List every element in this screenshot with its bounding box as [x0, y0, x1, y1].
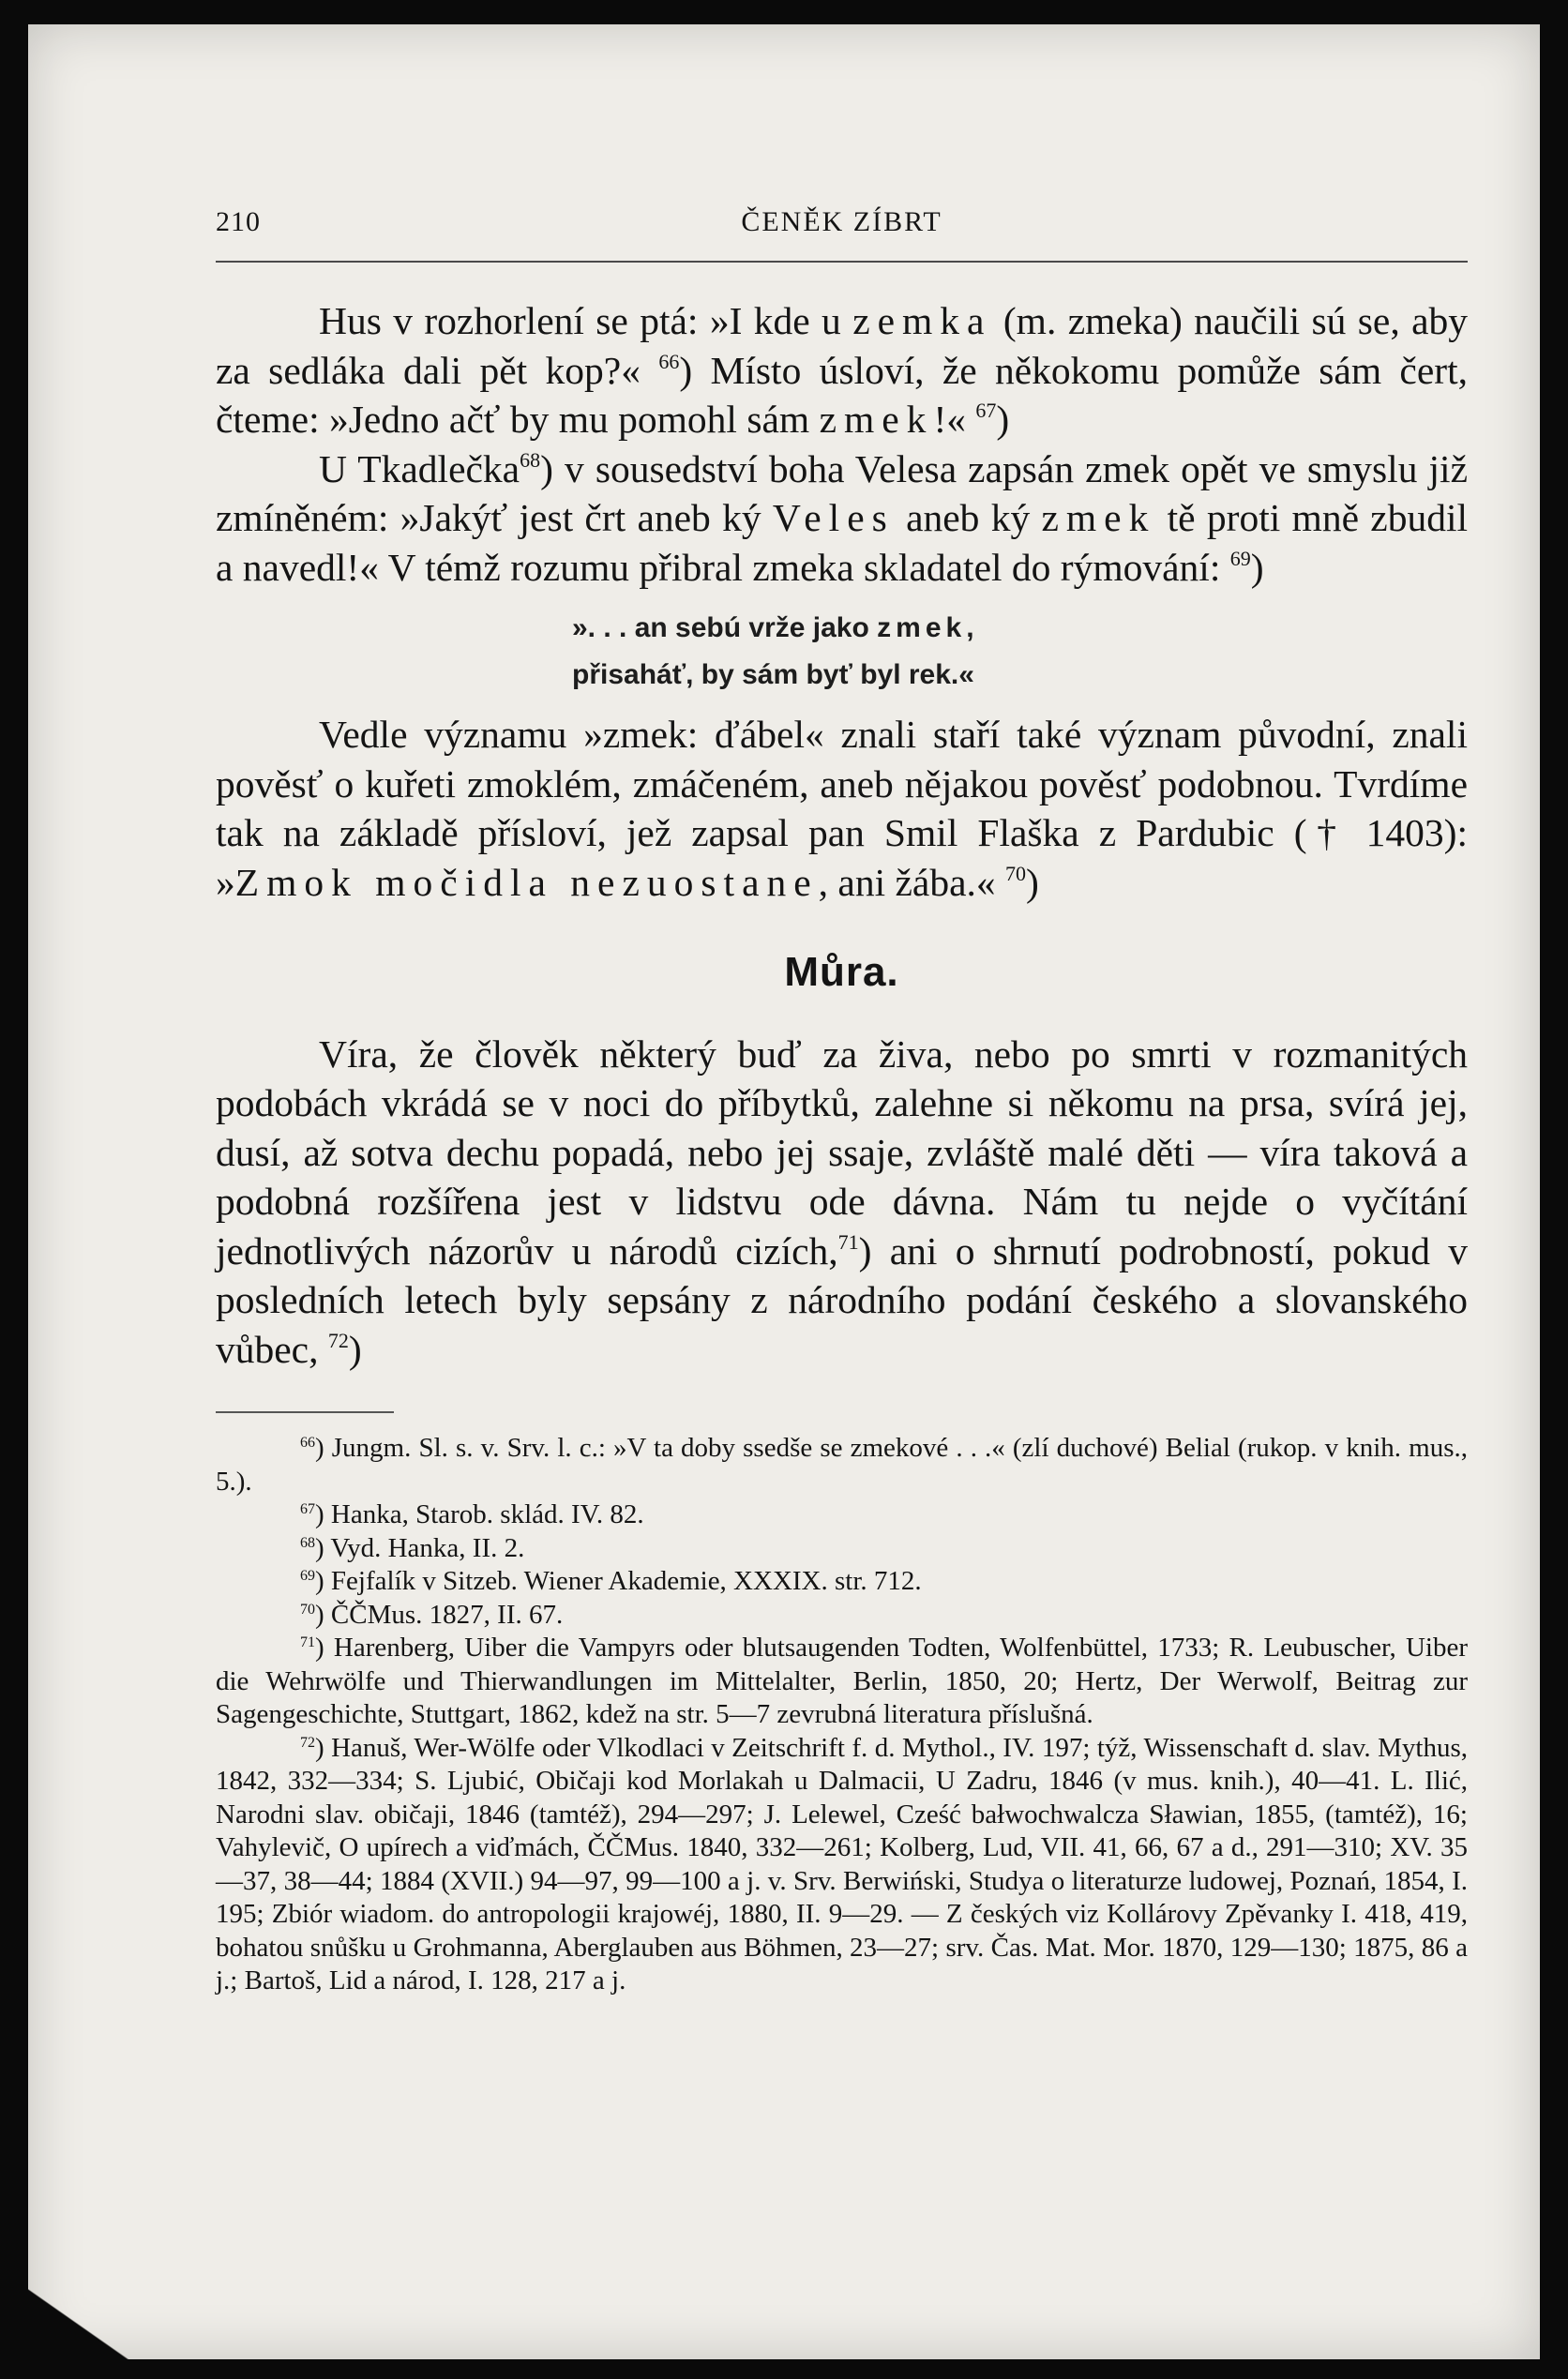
footnote-text: ) Fejfalík v Sitzeb. Wiener Akademie, XXXIX. str. 712.	[315, 1566, 922, 1596]
text-run: , ani žába.«	[818, 860, 1006, 904]
footnote-ref: 66	[658, 349, 680, 373]
book-page	[28, 24, 1540, 2359]
spaced-term: Veles	[772, 496, 895, 539]
footnote-ref: 68	[520, 447, 541, 472]
text-run: )	[348, 1327, 362, 1371]
footnote-text: ) Vyd. Hanka, II. 2.	[315, 1532, 525, 1563]
footnote-number: 69	[300, 1568, 315, 1584]
footnote-text: ) Hanuš, Wer-Wölfe oder Vlkodlaci v Zeitschrift f. d. Mythol., IV. 197; týž, Wissenschaft d. slav. Mythus, 1842, 332—334; S. Ljubić, Običaji kod Morlakah u Dalmacii, U Zadru, 1846 (v mus. knih.), 40—41. L. Ilić, Narodni slav. običaji, 1846 (tamtéž), 294—297; J. Lelewel, Cześć bałwochwalcza Sławian, 1855, (tamtéž), 16; Vahylevič, O upírech a viďmách, ČČMus. 1840, 332—261; Kolberg, Lud, VII. 41, 66, 67 a d., 291—310; XV. 35—37, 38—44; 1884 (XVII.) 94—97, 99—100 a j. v. Srv. Berwiński, Studya o literaturze ludowej, Poznań, 1854, I. 195; Zbiór wiadom. do antropologii krajowéj, 1880, II. 9—29. — Z českých viz Kollárovy Zpěvanky I. 418, 419, bohatou snůšku u Grohmanna, Aberglauben aus Böhmen, 23—27; srv. Čas. Mat. Mor. 1870, 129—130; 1875, 86 a j.; Bartoš, Lid a národ, I. 128, 217 a j.	[216, 1732, 1468, 1995]
text-run: U Tkadlečka	[319, 446, 520, 490]
paragraph-4	[216, 1030, 1468, 1375]
footnote-number: 67	[300, 1501, 315, 1517]
footnote-67	[216, 1498, 1468, 1532]
footnote-69	[216, 1565, 1468, 1599]
paragraph-2	[216, 444, 1468, 593]
text-run: Vedle významu »zmek: ďábel« znali staří také význam původní, znali pověsť o kuřeti zmoklém, zmáčeném, aneb nějakou pověsť podobnou. Tvrdíme tak na základě přísloví, jež zapsal pan Smil Flaška z Pardubic († 1403): »	[216, 713, 1468, 904]
footnote-text: ) Harenberg, Uiber die Vampyrs oder blutsaugenden Todten, Wolfenbüttel, 1733; R. Leubuscher, Uiber die Wehrwölfe und Thierwandlungen im Mittelalter, Berlin, 1850, 20; Hertz, Der Werwolf, Beitrag zur Sagengeschichte, Stuttgart, 1862, kdež na str. 5—7 zevrubná literatura příslušná.	[216, 1633, 1468, 1729]
footnote-rule	[216, 1411, 394, 1413]
footnote-66	[216, 1432, 1468, 1498]
spaced-term: zemka	[852, 299, 992, 342]
body-text	[216, 296, 1468, 1374]
text-run: ». . . an sebú vrže jako	[572, 612, 878, 643]
footnote-text: ) Hanka, Starob. sklád. IV. 82.	[315, 1499, 644, 1529]
footnote-text: ) ČČMus. 1827, II. 67.	[315, 1599, 564, 1630]
section-title: Můra.	[784, 949, 899, 995]
verse-quote	[572, 605, 1468, 699]
text-run: ) ani o shrnutí podrobností, pokud v posledních letech byly sepsány z národního podání českého a slovanského vůbec,	[216, 1228, 1468, 1371]
spaced-term: zmek	[877, 612, 967, 643]
footnote-72	[216, 1732, 1468, 1998]
footnote-number: 68	[300, 1534, 315, 1551]
text-run: !«	[933, 398, 976, 441]
running-head-author: ČENĚK ZÍBRT	[741, 206, 942, 237]
text-run: tě proti mně zbudil a navedl!« V témž rozumu přibral zmeka skladatel do rýmování:	[216, 496, 1469, 589]
page-number: 210	[216, 206, 261, 237]
page-corner-fold	[28, 2284, 141, 2359]
text-run: ) Místo úsloví, že někokomu pomůže sám čert, čteme: »Jedno ačť by mu pomohl sám	[216, 348, 1468, 441]
text-run: (m. zmeka) naučili sú se, aby za sedláka dali pět kop?«	[216, 299, 1468, 392]
spaced-term: Zmok močidla nezuostane	[234, 860, 819, 904]
footnote-68	[216, 1532, 1468, 1566]
spaced-term: zmek	[819, 398, 934, 441]
page-content	[216, 174, 1468, 1998]
verse-line-1	[572, 605, 1468, 652]
footnote-number: 72	[300, 1734, 315, 1751]
text-run: Víra, že člověk některý buď za živa, nebo po smrti v rozmanitých podobách vkrádá se v noci do příbytků, zalehne si někomu na prsa, svírá jej, dusí, až sotva dechu popadá, nebo jej ssaje, zvláště malé děti — víra taková a podobná rozšířena jest v lidstvu ode dávna. Nám tu nejde o vyčítání jednotlivých názorův u národů cizích,	[216, 1031, 1468, 1272]
footnote-number: 71	[300, 1634, 315, 1650]
footnote-number: 70	[300, 1601, 315, 1618]
footnote-ref: 67	[975, 399, 997, 422]
footnote-number: 66	[300, 1435, 315, 1451]
text-run: aneb ký	[894, 496, 1042, 539]
paragraph-1	[216, 296, 1468, 444]
footnote-ref: 70	[1005, 861, 1027, 885]
text-run: ) v sousedství boha Velesa zapsán zmek opět ve smyslu již zmíněném: »Jakýť jest črt aneb ký	[216, 446, 1469, 539]
text-run: )	[996, 398, 1010, 441]
paragraph-3	[216, 710, 1468, 907]
header-rule	[216, 261, 1468, 263]
footnote-text: ) Jungm. Sl. s. v. Srv. l. c.: »V ta doby ssedše se zmekové . . .« (zlí duchové) Belial (rukop. v knih. mus., 5.).	[216, 1433, 1468, 1497]
running-head	[216, 174, 1468, 237]
footnote-71	[216, 1632, 1468, 1732]
footnote-ref: 71	[837, 1229, 859, 1254]
text-run: ,	[966, 612, 974, 643]
text-run: )	[1026, 860, 1039, 904]
footnote-ref: 72	[327, 1328, 349, 1352]
verse-line-2: přisaháť, by sám byť byl rek.«	[572, 659, 974, 690]
footnotes	[216, 1432, 1468, 1998]
text-run: )	[1250, 545, 1264, 589]
footnote-ref: 69	[1229, 546, 1251, 570]
spaced-term: zmek	[1041, 496, 1156, 539]
text-run: Hus v rozhorlení se ptá: »I kde u	[319, 299, 853, 342]
footnote-70	[216, 1599, 1468, 1633]
